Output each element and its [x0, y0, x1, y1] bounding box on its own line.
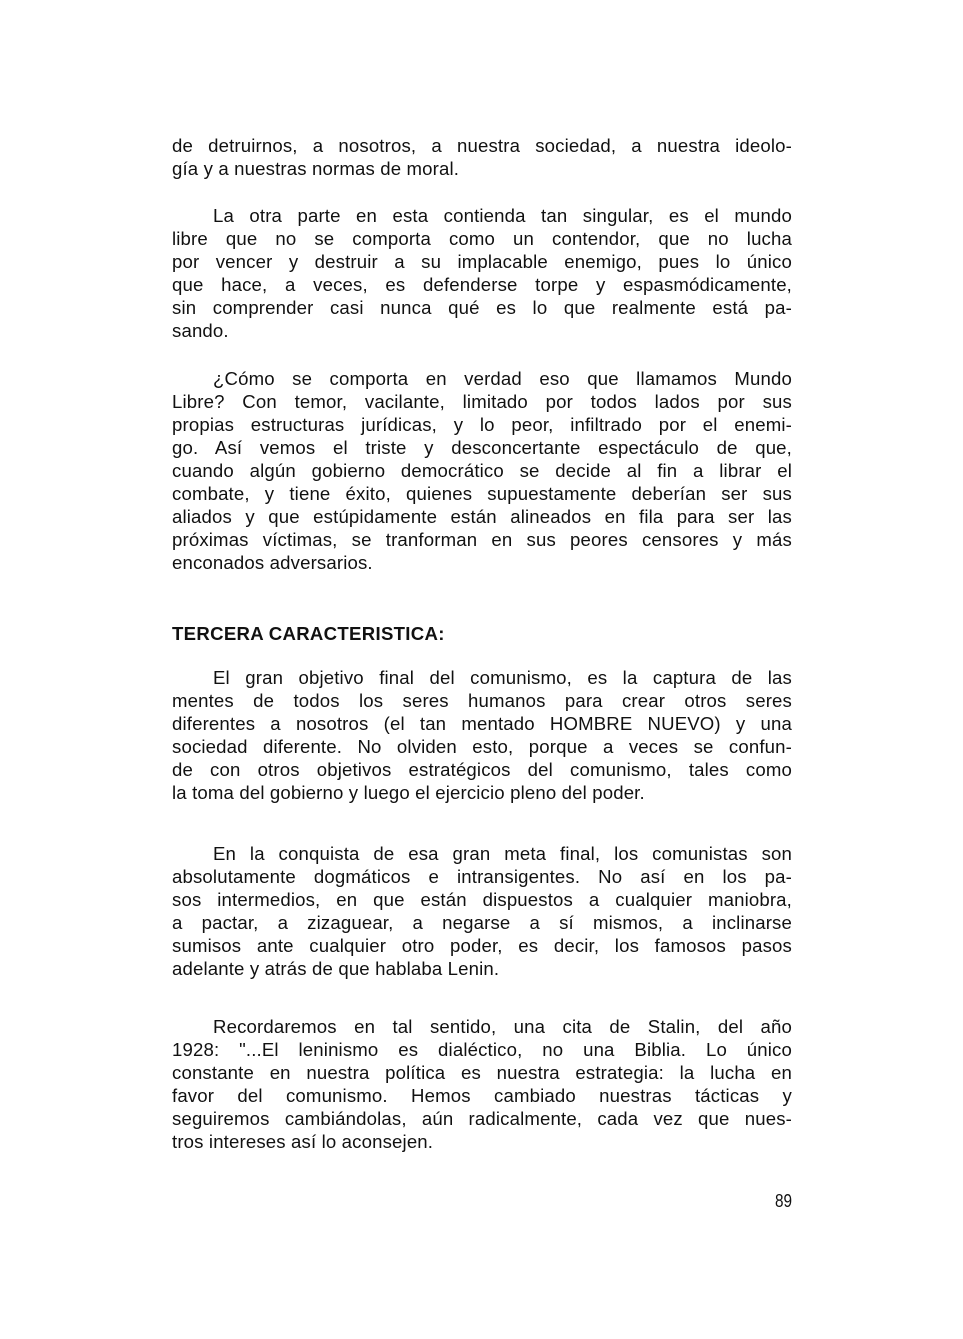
- text-line: Libre? Con temor, vacilante, limitado por todos lados por sus: [172, 391, 792, 412]
- text-line: Recordaremos en tal sentido, una cita de Stalin, del año: [213, 1016, 792, 1037]
- text-line: constante en nuestra política es nuestra estrategia: la lucha en: [172, 1062, 792, 1083]
- text-line: absolutamente dogmáticos e intransigentes. No así en los pa-: [172, 866, 792, 887]
- text-line: cuando algún gobierno democrático se decide al fin a librar el: [172, 460, 792, 481]
- text-line: tros intereses así lo aconsejen.: [172, 1131, 434, 1152]
- text-line: adelante y atrás de que hablaba Lenin.: [172, 958, 500, 979]
- text-line: sumisos ante cualquier otro poder, es decir, los famosos pasos: [172, 935, 792, 956]
- text-line: sos intermedios, en que están dispuestos a cualquier maniobra,: [172, 889, 792, 910]
- text-line: La otra parte en esta contienda tan singular, es el mundo: [213, 205, 792, 226]
- text-line: por vencer y destruir a su implacable enemigo, pues lo único: [172, 251, 792, 272]
- text-line: la toma del gobierno y luego el ejercicio pleno del poder.: [172, 782, 645, 803]
- text-line: ¿Cómo se comporta en verdad eso que llamamos Mundo: [213, 368, 792, 389]
- text-line: En la conquista de esa gran meta final, los comunistas son: [213, 843, 792, 864]
- text-line: sin comprender casi nunca qué es lo que realmente está pa-: [172, 297, 792, 318]
- text-line: go. Así vemos el triste y desconcertante espectáculo de que,: [172, 437, 792, 458]
- text-line: a pactar, a zizaguear, a negarse a sí mismos, a inclinarse: [172, 912, 792, 933]
- text-line: seguiremos cambiándolas, aún radicalmente, cada vez que nues-: [172, 1108, 792, 1129]
- text-line: 1928: "...El leninismo es dialéctico, no una Biblia. Lo único: [172, 1039, 792, 1060]
- page-number: 89: [774, 1191, 792, 1211]
- text-line: enconados adversarios.: [172, 552, 373, 573]
- section-heading: TERCERA CARACTERISTICA:: [172, 623, 445, 644]
- text-line: de detruirnos, a nosotros, a nuestra sociedad, a nuestra ideolo-: [172, 135, 792, 156]
- text-line: aliados y que estúpidamente están alineados en fila para ser las: [172, 506, 792, 527]
- text-line: sociedad diferente. No olviden esto, porque a veces se confun-: [172, 736, 792, 757]
- text-line: propias estructuras jurídicas, y lo peor, infiltrado por el enemi-: [172, 414, 792, 435]
- text-line: mentes de todos los seres humanos para crear otros seres: [172, 690, 792, 711]
- text-line: que hace, a veces, es defenderse torpe y espasmódicamente,: [172, 274, 792, 295]
- text-line: libre que no se comporta como un contendor, que no lucha: [172, 228, 792, 249]
- text-line: gía y a nuestras normas de moral.: [172, 158, 460, 179]
- text-line: sando.: [172, 320, 229, 341]
- text-line: de con otros objetivos estratégicos del comunismo, tales como: [172, 759, 792, 780]
- text-line: El gran objetivo final del comunismo, es la captura de las: [213, 667, 792, 688]
- text-line: combate, y tiene éxito, quienes supuestamente deberían ser sus: [172, 483, 792, 504]
- text-line: favor del comunismo. Hemos cambiado nuestras tácticas y: [172, 1085, 792, 1106]
- text-line: próximas víctimas, se tranforman en sus peores censores y más: [172, 529, 792, 550]
- text-line: diferentes a nosotros (el tan mentado HOMBRE NUEVO) y una: [172, 713, 792, 734]
